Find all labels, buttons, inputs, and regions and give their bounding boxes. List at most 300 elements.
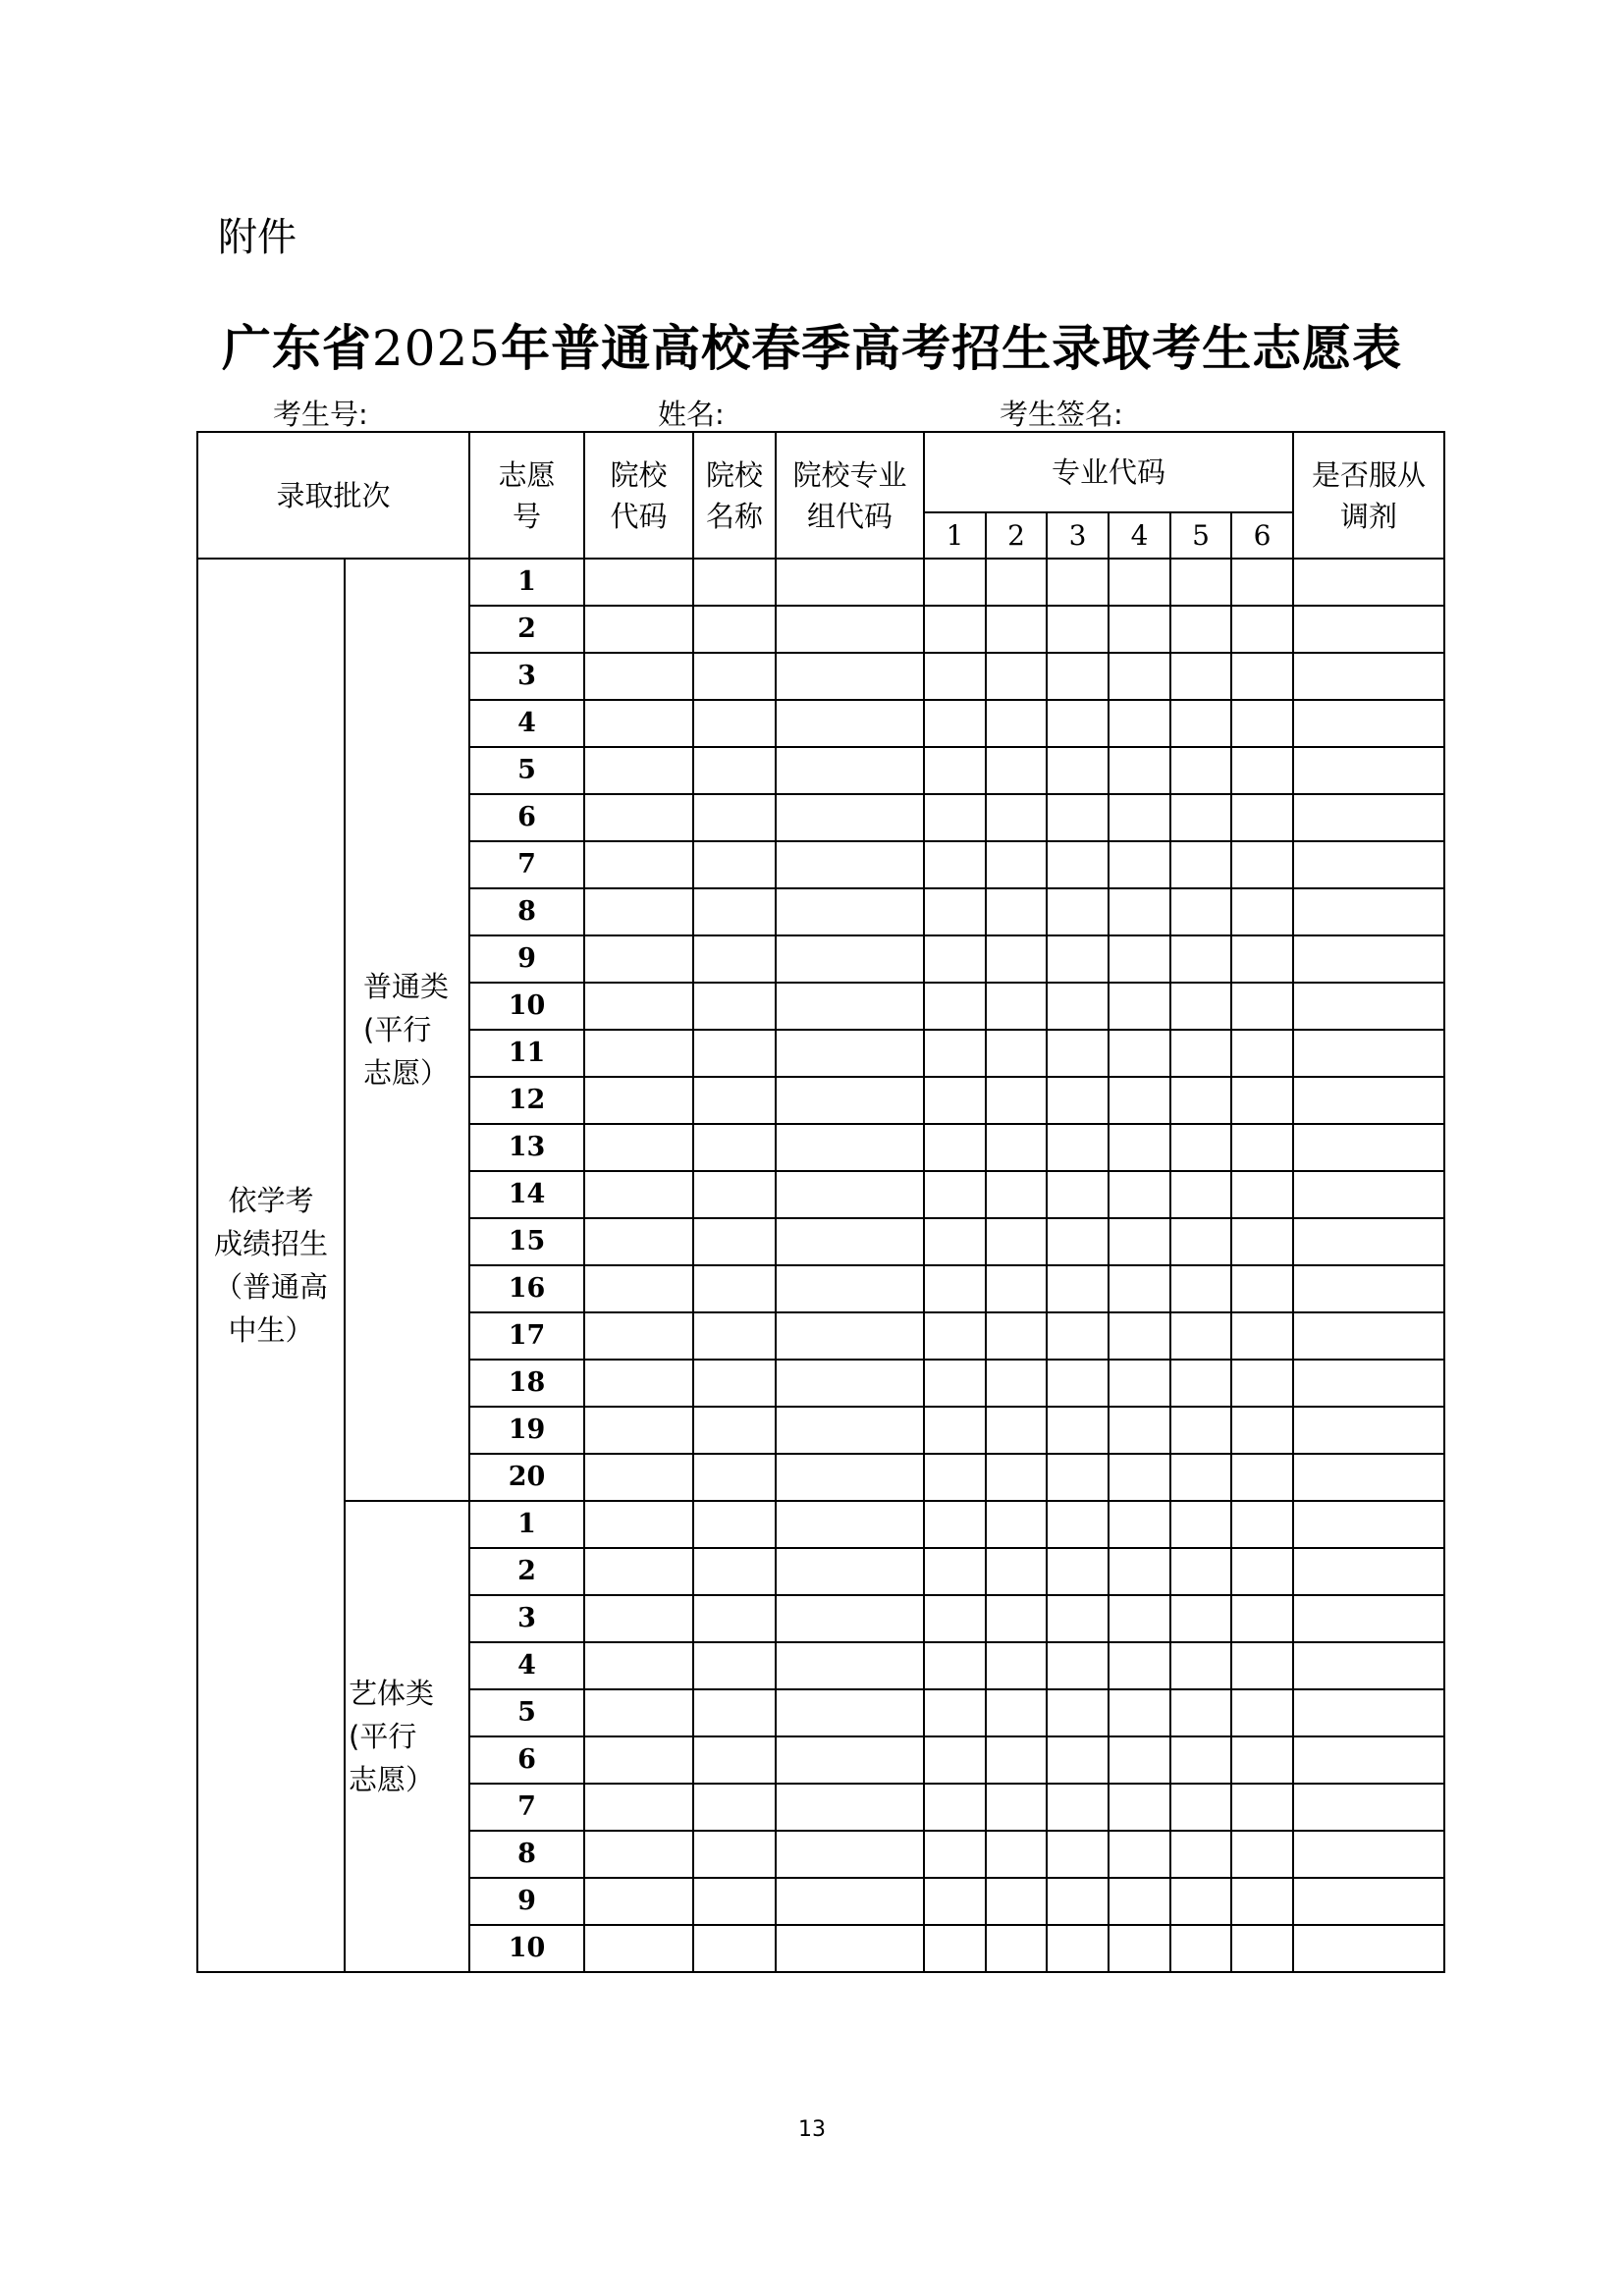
major-code-1-cell[interactable] [924, 700, 986, 747]
major-code-6-cell[interactable] [1231, 1171, 1293, 1218]
major-code-3-cell[interactable] [1047, 559, 1109, 606]
school-code-cell[interactable] [584, 700, 693, 747]
adjust-cell[interactable] [1293, 1736, 1444, 1784]
major-code-6-cell[interactable] [1231, 747, 1293, 794]
major-code-2-cell[interactable] [986, 1689, 1047, 1736]
major-code-4-cell[interactable] [1109, 1077, 1170, 1124]
major-code-3-cell[interactable] [1047, 700, 1109, 747]
major-code-4-cell[interactable] [1109, 700, 1170, 747]
major-code-1-cell[interactable] [924, 1265, 986, 1312]
major-code-1-cell[interactable] [924, 794, 986, 841]
adjust-cell[interactable] [1293, 1407, 1444, 1454]
major-code-1-cell[interactable] [924, 888, 986, 935]
major-code-4-cell[interactable] [1109, 935, 1170, 983]
school-code-cell[interactable] [584, 1218, 693, 1265]
major-code-4-cell[interactable] [1109, 1407, 1170, 1454]
group-code-cell[interactable] [776, 1454, 924, 1501]
major-code-6-cell[interactable] [1231, 1595, 1293, 1642]
major-code-6-cell[interactable] [1231, 1265, 1293, 1312]
adjust-cell[interactable] [1293, 935, 1444, 983]
adjust-cell[interactable] [1293, 841, 1444, 888]
major-code-2-cell[interactable] [986, 1171, 1047, 1218]
major-code-2-cell[interactable] [986, 747, 1047, 794]
major-code-5-cell[interactable] [1170, 794, 1231, 841]
school-code-cell[interactable] [584, 1925, 693, 1972]
school-name-cell[interactable] [693, 1265, 776, 1312]
major-code-3-cell[interactable] [1047, 653, 1109, 700]
adjust-cell[interactable] [1293, 1454, 1444, 1501]
name-field[interactable] [749, 401, 936, 433]
major-code-1-cell[interactable] [924, 935, 986, 983]
major-code-1-cell[interactable] [924, 1360, 986, 1407]
major-code-4-cell[interactable] [1109, 1124, 1170, 1171]
major-code-6-cell[interactable] [1231, 794, 1293, 841]
major-code-3-cell[interactable] [1047, 1407, 1109, 1454]
adjust-cell[interactable] [1293, 700, 1444, 747]
school-name-cell[interactable] [693, 1171, 776, 1218]
school-code-cell[interactable] [584, 1407, 693, 1454]
major-code-3-cell[interactable] [1047, 888, 1109, 935]
major-code-1-cell[interactable] [924, 1077, 986, 1124]
major-code-4-cell[interactable] [1109, 1171, 1170, 1218]
major-code-6-cell[interactable] [1231, 935, 1293, 983]
major-code-2-cell[interactable] [986, 1265, 1047, 1312]
group-code-cell[interactable] [776, 1407, 924, 1454]
major-code-4-cell[interactable] [1109, 1360, 1170, 1407]
major-code-1-cell[interactable] [924, 1548, 986, 1595]
adjust-cell[interactable] [1293, 1642, 1444, 1689]
major-code-3-cell[interactable] [1047, 935, 1109, 983]
group-code-cell[interactable] [776, 1925, 924, 1972]
group-code-cell[interactable] [776, 1265, 924, 1312]
major-code-5-cell[interactable] [1170, 983, 1231, 1030]
major-code-3-cell[interactable] [1047, 1548, 1109, 1595]
major-code-6-cell[interactable] [1231, 1312, 1293, 1360]
major-code-2-cell[interactable] [986, 1784, 1047, 1831]
major-code-3-cell[interactable] [1047, 1077, 1109, 1124]
major-code-6-cell[interactable] [1231, 653, 1293, 700]
group-code-cell[interactable] [776, 841, 924, 888]
group-code-cell[interactable] [776, 1548, 924, 1595]
adjust-cell[interactable] [1293, 888, 1444, 935]
major-code-6-cell[interactable] [1231, 1077, 1293, 1124]
major-code-3-cell[interactable] [1047, 1831, 1109, 1878]
major-code-5-cell[interactable] [1170, 1218, 1231, 1265]
major-code-1-cell[interactable] [924, 1642, 986, 1689]
major-code-2-cell[interactable] [986, 653, 1047, 700]
adjust-cell[interactable] [1293, 1595, 1444, 1642]
school-code-cell[interactable] [584, 1312, 693, 1360]
major-code-3-cell[interactable] [1047, 1312, 1109, 1360]
major-code-1-cell[interactable] [924, 1407, 986, 1454]
school-name-cell[interactable] [693, 1454, 776, 1501]
major-code-1-cell[interactable] [924, 1030, 986, 1077]
adjust-cell[interactable] [1293, 653, 1444, 700]
major-code-3-cell[interactable] [1047, 1360, 1109, 1407]
major-code-3-cell[interactable] [1047, 1030, 1109, 1077]
major-code-4-cell[interactable] [1109, 1784, 1170, 1831]
major-code-1-cell[interactable] [924, 1171, 986, 1218]
school-code-cell[interactable] [584, 1077, 693, 1124]
major-code-1-cell[interactable] [924, 1925, 986, 1972]
group-code-cell[interactable] [776, 1501, 924, 1548]
major-code-5-cell[interactable] [1170, 935, 1231, 983]
adjust-cell[interactable] [1293, 1077, 1444, 1124]
school-code-cell[interactable] [584, 559, 693, 606]
major-code-5-cell[interactable] [1170, 1548, 1231, 1595]
major-code-3-cell[interactable] [1047, 606, 1109, 653]
major-code-4-cell[interactable] [1109, 1878, 1170, 1925]
major-code-6-cell[interactable] [1231, 1736, 1293, 1784]
adjust-cell[interactable] [1293, 1784, 1444, 1831]
school-name-cell[interactable] [693, 1925, 776, 1972]
major-code-2-cell[interactable] [986, 1642, 1047, 1689]
school-code-cell[interactable] [584, 1501, 693, 1548]
major-code-3-cell[interactable] [1047, 1736, 1109, 1784]
major-code-2-cell[interactable] [986, 1548, 1047, 1595]
major-code-2-cell[interactable] [986, 983, 1047, 1030]
major-code-2-cell[interactable] [986, 841, 1047, 888]
major-code-6-cell[interactable] [1231, 1642, 1293, 1689]
major-code-4-cell[interactable] [1109, 1642, 1170, 1689]
major-code-1-cell[interactable] [924, 1124, 986, 1171]
school-code-cell[interactable] [584, 1831, 693, 1878]
school-name-cell[interactable] [693, 1642, 776, 1689]
school-code-cell[interactable] [584, 1360, 693, 1407]
major-code-5-cell[interactable] [1170, 1642, 1231, 1689]
group-code-cell[interactable] [776, 1171, 924, 1218]
major-code-6-cell[interactable] [1231, 1030, 1293, 1077]
major-code-5-cell[interactable] [1170, 1501, 1231, 1548]
school-code-cell[interactable] [584, 1642, 693, 1689]
major-code-5-cell[interactable] [1170, 1171, 1231, 1218]
major-code-2-cell[interactable] [986, 1030, 1047, 1077]
major-code-4-cell[interactable] [1109, 1831, 1170, 1878]
major-code-3-cell[interactable] [1047, 1878, 1109, 1925]
major-code-1-cell[interactable] [924, 606, 986, 653]
school-code-cell[interactable] [584, 1784, 693, 1831]
group-code-cell[interactable] [776, 1878, 924, 1925]
major-code-4-cell[interactable] [1109, 1501, 1170, 1548]
school-name-cell[interactable] [693, 1831, 776, 1878]
major-code-6-cell[interactable] [1231, 1407, 1293, 1454]
school-code-cell[interactable] [584, 841, 693, 888]
major-code-1-cell[interactable] [924, 1501, 986, 1548]
major-code-1-cell[interactable] [924, 1312, 986, 1360]
major-code-6-cell[interactable] [1231, 1501, 1293, 1548]
group-code-cell[interactable] [776, 888, 924, 935]
major-code-1-cell[interactable] [924, 1831, 986, 1878]
major-code-3-cell[interactable] [1047, 1595, 1109, 1642]
major-code-4-cell[interactable] [1109, 794, 1170, 841]
group-code-cell[interactable] [776, 1689, 924, 1736]
major-code-2-cell[interactable] [986, 1218, 1047, 1265]
major-code-5-cell[interactable] [1170, 1265, 1231, 1312]
school-code-cell[interactable] [584, 1454, 693, 1501]
major-code-2-cell[interactable] [986, 1595, 1047, 1642]
major-code-5-cell[interactable] [1170, 1360, 1231, 1407]
major-code-3-cell[interactable] [1047, 1689, 1109, 1736]
major-code-5-cell[interactable] [1170, 606, 1231, 653]
adjust-cell[interactable] [1293, 559, 1444, 606]
major-code-4-cell[interactable] [1109, 653, 1170, 700]
major-code-6-cell[interactable] [1231, 1689, 1293, 1736]
group-code-cell[interactable] [776, 606, 924, 653]
major-code-6-cell[interactable] [1231, 1831, 1293, 1878]
adjust-cell[interactable] [1293, 1501, 1444, 1548]
major-code-5-cell[interactable] [1170, 1689, 1231, 1736]
major-code-6-cell[interactable] [1231, 983, 1293, 1030]
school-code-cell[interactable] [584, 1548, 693, 1595]
adjust-cell[interactable] [1293, 1030, 1444, 1077]
school-code-cell[interactable] [584, 888, 693, 935]
school-name-cell[interactable] [693, 1501, 776, 1548]
major-code-2-cell[interactable] [986, 1831, 1047, 1878]
major-code-4-cell[interactable] [1109, 747, 1170, 794]
major-code-1-cell[interactable] [924, 559, 986, 606]
major-code-3-cell[interactable] [1047, 747, 1109, 794]
major-code-5-cell[interactable] [1170, 653, 1231, 700]
major-code-4-cell[interactable] [1109, 1925, 1170, 1972]
major-code-3-cell[interactable] [1047, 1642, 1109, 1689]
group-code-cell[interactable] [776, 747, 924, 794]
group-code-cell[interactable] [776, 1030, 924, 1077]
major-code-2-cell[interactable] [986, 1878, 1047, 1925]
major-code-2-cell[interactable] [986, 1312, 1047, 1360]
major-code-4-cell[interactable] [1109, 1736, 1170, 1784]
group-code-cell[interactable] [776, 1784, 924, 1831]
major-code-2-cell[interactable] [986, 1077, 1047, 1124]
major-code-3-cell[interactable] [1047, 1124, 1109, 1171]
major-code-6-cell[interactable] [1231, 559, 1293, 606]
school-name-cell[interactable] [693, 1124, 776, 1171]
major-code-5-cell[interactable] [1170, 1736, 1231, 1784]
major-code-4-cell[interactable] [1109, 1548, 1170, 1595]
major-code-6-cell[interactable] [1231, 888, 1293, 935]
major-code-6-cell[interactable] [1231, 1454, 1293, 1501]
school-code-cell[interactable] [584, 1171, 693, 1218]
major-code-1-cell[interactable] [924, 747, 986, 794]
adjust-cell[interactable] [1293, 1548, 1444, 1595]
adjust-cell[interactable] [1293, 1689, 1444, 1736]
adjust-cell[interactable] [1293, 1218, 1444, 1265]
school-name-cell[interactable] [693, 1548, 776, 1595]
major-code-5-cell[interactable] [1170, 1077, 1231, 1124]
group-code-cell[interactable] [776, 1642, 924, 1689]
school-code-cell[interactable] [584, 1265, 693, 1312]
major-code-6-cell[interactable] [1231, 1124, 1293, 1171]
school-name-cell[interactable] [693, 1689, 776, 1736]
major-code-3-cell[interactable] [1047, 1454, 1109, 1501]
major-code-4-cell[interactable] [1109, 1454, 1170, 1501]
major-code-4-cell[interactable] [1109, 606, 1170, 653]
school-name-cell[interactable] [693, 700, 776, 747]
school-name-cell[interactable] [693, 935, 776, 983]
major-code-6-cell[interactable] [1231, 700, 1293, 747]
major-code-1-cell[interactable] [924, 653, 986, 700]
adjust-cell[interactable] [1293, 747, 1444, 794]
school-name-cell[interactable] [693, 841, 776, 888]
school-code-cell[interactable] [584, 1124, 693, 1171]
adjust-cell[interactable] [1293, 606, 1444, 653]
major-code-5-cell[interactable] [1170, 1784, 1231, 1831]
group-code-cell[interactable] [776, 559, 924, 606]
adjust-cell[interactable] [1293, 794, 1444, 841]
group-code-cell[interactable] [776, 1831, 924, 1878]
group-code-cell[interactable] [776, 1312, 924, 1360]
major-code-6-cell[interactable] [1231, 1878, 1293, 1925]
adjust-cell[interactable] [1293, 1925, 1444, 1972]
major-code-4-cell[interactable] [1109, 888, 1170, 935]
group-code-cell[interactable] [776, 1218, 924, 1265]
major-code-6-cell[interactable] [1231, 1218, 1293, 1265]
adjust-cell[interactable] [1293, 1312, 1444, 1360]
group-code-cell[interactable] [776, 983, 924, 1030]
major-code-5-cell[interactable] [1170, 1454, 1231, 1501]
major-code-6-cell[interactable] [1231, 1548, 1293, 1595]
major-code-5-cell[interactable] [1170, 1925, 1231, 1972]
major-code-6-cell[interactable] [1231, 1925, 1293, 1972]
major-code-2-cell[interactable] [986, 1360, 1047, 1407]
adjust-cell[interactable] [1293, 1831, 1444, 1878]
major-code-5-cell[interactable] [1170, 1312, 1231, 1360]
major-code-1-cell[interactable] [924, 1454, 986, 1501]
school-code-cell[interactable] [584, 794, 693, 841]
group-code-cell[interactable] [776, 1077, 924, 1124]
major-code-6-cell[interactable] [1231, 1784, 1293, 1831]
major-code-2-cell[interactable] [986, 700, 1047, 747]
major-code-5-cell[interactable] [1170, 700, 1231, 747]
group-code-cell[interactable] [776, 935, 924, 983]
major-code-2-cell[interactable] [986, 1925, 1047, 1972]
major-code-3-cell[interactable] [1047, 1501, 1109, 1548]
major-code-5-cell[interactable] [1170, 559, 1231, 606]
school-code-cell[interactable] [584, 1030, 693, 1077]
adjust-cell[interactable] [1293, 983, 1444, 1030]
school-name-cell[interactable] [693, 606, 776, 653]
school-code-cell[interactable] [584, 747, 693, 794]
major-code-5-cell[interactable] [1170, 1878, 1231, 1925]
group-code-cell[interactable] [776, 1360, 924, 1407]
group-code-cell[interactable] [776, 1595, 924, 1642]
major-code-3-cell[interactable] [1047, 841, 1109, 888]
major-code-1-cell[interactable] [924, 1878, 986, 1925]
school-name-cell[interactable] [693, 1736, 776, 1784]
school-name-cell[interactable] [693, 888, 776, 935]
school-code-cell[interactable] [584, 983, 693, 1030]
major-code-2-cell[interactable] [986, 1501, 1047, 1548]
group-code-cell[interactable] [776, 1124, 924, 1171]
school-code-cell[interactable] [584, 1689, 693, 1736]
major-code-4-cell[interactable] [1109, 559, 1170, 606]
major-code-5-cell[interactable] [1170, 841, 1231, 888]
school-code-cell[interactable] [584, 606, 693, 653]
school-code-cell[interactable] [584, 1736, 693, 1784]
major-code-2-cell[interactable] [986, 1454, 1047, 1501]
school-name-cell[interactable] [693, 983, 776, 1030]
school-name-cell[interactable] [693, 1218, 776, 1265]
major-code-6-cell[interactable] [1231, 606, 1293, 653]
school-name-cell[interactable] [693, 1784, 776, 1831]
major-code-4-cell[interactable] [1109, 1312, 1170, 1360]
adjust-cell[interactable] [1293, 1265, 1444, 1312]
major-code-4-cell[interactable] [1109, 1030, 1170, 1077]
adjust-cell[interactable] [1293, 1171, 1444, 1218]
major-code-3-cell[interactable] [1047, 1171, 1109, 1218]
major-code-3-cell[interactable] [1047, 983, 1109, 1030]
major-code-5-cell[interactable] [1170, 1030, 1231, 1077]
school-code-cell[interactable] [584, 1878, 693, 1925]
major-code-5-cell[interactable] [1170, 1407, 1231, 1454]
major-code-3-cell[interactable] [1047, 1265, 1109, 1312]
major-code-1-cell[interactable] [924, 1784, 986, 1831]
major-code-4-cell[interactable] [1109, 1265, 1170, 1312]
major-code-3-cell[interactable] [1047, 1925, 1109, 1972]
major-code-2-cell[interactable] [986, 794, 1047, 841]
major-code-6-cell[interactable] [1231, 841, 1293, 888]
exam-number-field[interactable] [393, 401, 594, 433]
major-code-5-cell[interactable] [1170, 888, 1231, 935]
major-code-4-cell[interactable] [1109, 1595, 1170, 1642]
major-code-1-cell[interactable] [924, 983, 986, 1030]
major-code-5-cell[interactable] [1170, 1831, 1231, 1878]
school-name-cell[interactable] [693, 1077, 776, 1124]
group-code-cell[interactable] [776, 653, 924, 700]
major-code-2-cell[interactable] [986, 1736, 1047, 1784]
major-code-2-cell[interactable] [986, 1407, 1047, 1454]
school-name-cell[interactable] [693, 1878, 776, 1925]
major-code-5-cell[interactable] [1170, 1595, 1231, 1642]
school-name-cell[interactable] [693, 1360, 776, 1407]
school-name-cell[interactable] [693, 747, 776, 794]
school-code-cell[interactable] [584, 935, 693, 983]
major-code-1-cell[interactable] [924, 1736, 986, 1784]
school-name-cell[interactable] [693, 559, 776, 606]
major-code-1-cell[interactable] [924, 1595, 986, 1642]
major-code-1-cell[interactable] [924, 841, 986, 888]
group-code-cell[interactable] [776, 700, 924, 747]
school-name-cell[interactable] [693, 1312, 776, 1360]
group-code-cell[interactable] [776, 794, 924, 841]
school-name-cell[interactable] [693, 1595, 776, 1642]
major-code-4-cell[interactable] [1109, 1218, 1170, 1265]
major-code-1-cell[interactable] [924, 1218, 986, 1265]
group-code-cell[interactable] [776, 1736, 924, 1784]
major-code-5-cell[interactable] [1170, 747, 1231, 794]
school-name-cell[interactable] [693, 1407, 776, 1454]
school-name-cell[interactable] [693, 653, 776, 700]
major-code-2-cell[interactable] [986, 606, 1047, 653]
major-code-4-cell[interactable] [1109, 841, 1170, 888]
major-code-3-cell[interactable] [1047, 1784, 1109, 1831]
adjust-cell[interactable] [1293, 1878, 1444, 1925]
major-code-4-cell[interactable] [1109, 983, 1170, 1030]
school-code-cell[interactable] [584, 653, 693, 700]
major-code-3-cell[interactable] [1047, 1218, 1109, 1265]
adjust-cell[interactable] [1293, 1124, 1444, 1171]
major-code-6-cell[interactable] [1231, 1360, 1293, 1407]
major-code-1-cell[interactable] [924, 1689, 986, 1736]
school-name-cell[interactable] [693, 1030, 776, 1077]
major-code-2-cell[interactable] [986, 888, 1047, 935]
major-code-2-cell[interactable] [986, 1124, 1047, 1171]
adjust-cell[interactable] [1293, 1360, 1444, 1407]
major-code-2-cell[interactable] [986, 559, 1047, 606]
major-code-5-cell[interactable] [1170, 1124, 1231, 1171]
major-code-2-cell[interactable] [986, 935, 1047, 983]
major-code-4-cell[interactable] [1109, 1689, 1170, 1736]
school-code-cell[interactable] [584, 1595, 693, 1642]
